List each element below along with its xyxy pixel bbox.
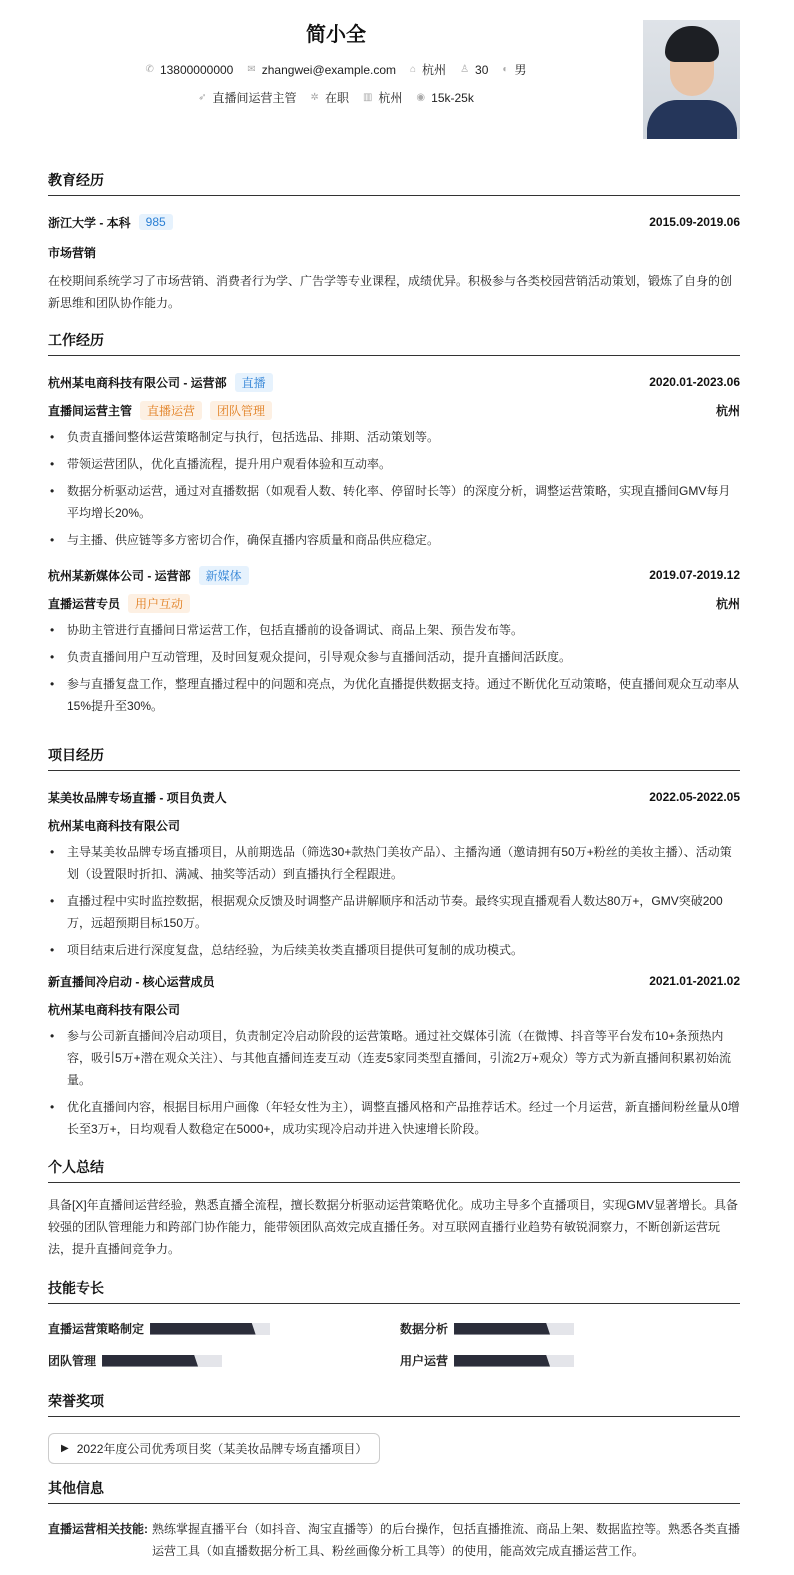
send-icon: ➶ (198, 92, 207, 103)
work-header (48, 565, 740, 585)
bullet-list (48, 1025, 740, 1140)
role-tag: 直播运营 (140, 401, 202, 420)
salary: 15k-25k (431, 90, 474, 105)
role-tag: 团队管理 (210, 401, 272, 420)
summary-section (48, 1157, 740, 1260)
bullet-list (48, 619, 740, 717)
skill-name: 用户运营 (400, 1354, 449, 1368)
work-item (48, 565, 740, 717)
other-label: 直播运营相关技能: (48, 1522, 148, 1536)
bullet: • 与主播、供应链等多方密切合作，确保直播内容质量和商品供应稳定。 (48, 529, 740, 551)
role-group (48, 594, 190, 613)
skill-item (400, 1320, 740, 1337)
date: 2022.05-2022.05 (649, 790, 740, 804)
bullet: • 优化直播间内容，根据目标用户画像（年轻女性为主），调整直播风格和产品推荐话术。经过一个月运营，新直播间粉丝量从0增长至3万+，日均观看人数稳定在5000+，成功实现冷启动并进入快速增长阶段。 (48, 1096, 740, 1140)
skill-item (48, 1320, 400, 1337)
summary-text: 具备[X]年直播间运营经验，熟悉直播全流程，擅长数据分析驱动运营策略优化。成功主导多个直播项目，实现GMV显著增长。具备较强的团队管理能力和跨部门协作能力，能带领团队高效完成直播任务。对互联网直播行业趋势有敏锐洞察力，不断创新运营玩法，提升直播间竞争力。 (48, 1198, 739, 1256)
education-desc: 在校期间系统学习了市场营销、消费者行为学、广告学等专业课程，成绩优异。积极参与各类校园营销活动策划，锻炼了自身的创新思维和团队协作能力。 (48, 274, 733, 310)
role-line (48, 400, 740, 420)
skill-bar (454, 1355, 574, 1367)
project-item (48, 971, 740, 1140)
bullet: • 项目结束后进行深度复盘，总结经验，为后续美妆类直播项目提供可复制的成功模式。 (48, 939, 740, 961)
company: 杭州某电商科技有限公司 - 运营部 (48, 375, 227, 390)
city: 杭州 (422, 63, 447, 77)
bullet: • 数据分析驱动运营，通过对直播数据（如观看人数、转化率、停留时长等）的深度分析，调整运营策略，实现直播间GMV每月平均增长20%。 (48, 480, 740, 524)
award-text: 2022年度公司优秀项目奖（某美妆品牌专场直播项目） (76, 1442, 368, 1456)
project-section (48, 745, 740, 1145)
awards-section (48, 1391, 740, 1464)
bullet: • 带领运营团队，优化直播流程，提升用户观看体验和互动率。 (48, 453, 740, 475)
skill-name: 团队管理 (48, 1354, 97, 1368)
phone: 13800000000 (159, 62, 234, 77)
section-title: 个人总结 (48, 1157, 740, 1183)
project-header (48, 971, 740, 991)
work-city: 杭州 (378, 91, 403, 105)
education-section (48, 170, 740, 314)
bullet: • 参与直播复盘工作，整理直播过程中的问题和亮点，为优化直播提供数据支持。通过不断优化互动策略，使直播间观众互动率从15%提升至30%。 (48, 673, 740, 717)
work-city: 杭州 (715, 403, 740, 418)
project-company: 杭州某电商科技有限公司 (48, 1002, 181, 1017)
major: 市场营销 (48, 245, 97, 260)
salary-icon: ◉ (416, 92, 426, 103)
section-title: 荣誉奖项 (48, 1391, 740, 1417)
project-name: 新直播间冷启动 - 核心运营成员 (48, 974, 215, 989)
skill-bar-fill (454, 1323, 550, 1335)
phone-icon: ✆ (145, 64, 154, 75)
section-title: 技能专长 (48, 1278, 740, 1304)
role-group (48, 401, 272, 420)
section-title: 教育经历 (48, 170, 740, 196)
status-icon: ✲ (310, 92, 319, 103)
date: 2019.07-2019.12 (649, 568, 740, 582)
gender-icon: ◐ (502, 64, 509, 75)
bullet: • 协助主管进行直播间日常运营工作，包括直播前的设备调试、商品上架、预告发布等。 (48, 619, 740, 641)
work-city: 杭州 (715, 596, 740, 611)
skill-name: 直播运营策略制定 (48, 1322, 145, 1336)
skill-item (400, 1352, 740, 1369)
skill-bar-fill (150, 1323, 256, 1335)
skill-bar-fill (454, 1355, 550, 1367)
profile-photo (643, 20, 740, 139)
work-header (48, 372, 740, 392)
bullet-list (48, 426, 740, 551)
contact-row (0, 61, 672, 78)
email: zhangwei@example.com (261, 62, 396, 77)
skill-bar (454, 1323, 574, 1335)
skill-bar (102, 1355, 222, 1367)
skill-bar-fill (102, 1355, 198, 1367)
age: 30 (475, 62, 489, 77)
other-section (48, 1478, 740, 1562)
project-item (48, 787, 740, 961)
date: 2021.01-2021.02 (649, 974, 740, 988)
date: 2015.09-2019.06 (649, 215, 740, 229)
other-text: 熟练掌握直播平台（如抖音、淘宝直播等）的后台操作，包括直播推流、商品上架、数据监控等。熟悉各类直播运营工具（如直播数据分析工具、粉丝画像分析工具等）的使用，能高效完成直播运营工作。 (152, 1522, 741, 1558)
resume-header (0, 0, 794, 150)
project-header (48, 787, 740, 807)
company-tag: 新媒体 (199, 566, 249, 585)
position: 直播间运营主管 (212, 91, 297, 105)
home-icon: ⌂ (410, 64, 417, 75)
work-company-group (48, 566, 249, 585)
project-name: 某美妆品牌专场直播 - 项目负责人 (48, 790, 227, 805)
bullet: • 主导某美妆品牌专场直播项目，从前期选品（筛选30+款热门美妆产品）、主播沟通（邀请拥有50万+粉丝的美妆主播）、活动策划（设置限时折扣、满减、抽奖等活动）到直播执行全程跟进。 (48, 841, 740, 885)
work-section (48, 330, 740, 722)
company-tag: 直播 (235, 373, 273, 392)
role: 直播间运营主管 (48, 403, 133, 418)
role: 直播运营专员 (48, 596, 121, 611)
triangle-right-icon: ▶ (61, 1443, 69, 1454)
skill-name: 数据分析 (400, 1322, 449, 1336)
bullet: • 负责直播间用户互动管理，及时回复观众提问，引导观众参与直播间活动，提升直播间活跃度。 (48, 646, 740, 668)
gender: 男 (514, 63, 527, 77)
school: 浙江大学 - 本科 (48, 215, 131, 230)
candidate-name: 简小全 (306, 24, 366, 46)
status: 在职 (324, 91, 349, 105)
award-item[interactable] (48, 1433, 380, 1464)
section-title: 其他信息 (48, 1478, 740, 1504)
school-tag: 985 (139, 214, 173, 230)
work-item (48, 372, 740, 551)
section-title: 工作经历 (48, 330, 740, 356)
skills-section (48, 1278, 740, 1369)
building-icon: ▥ (362, 92, 373, 103)
mail-icon: ✉ (247, 64, 256, 75)
bullet: • 直播过程中实时监控数据，根据观众反馈及时调整产品讲解顺序和活动节奏。最终实现直播观看人数达80万+，GMV突破200万，远超预期目标150万。 (48, 890, 740, 934)
project-company: 杭州某电商科技有限公司 (48, 818, 181, 833)
section-title: 项目经历 (48, 745, 740, 771)
skill-item (48, 1352, 400, 1369)
bullet-list (48, 841, 740, 961)
skill-bar (150, 1323, 270, 1335)
bullet: • 参与公司新直播间冷启动项目，负责制定冷启动阶段的运营策略。通过社交媒体引流（在微博、抖音等平台发布10+条预热内容，吸引5万+潜在观众关注）、与其他直播间连麦互动（连麦5家同类型直播间，引流2万+观众）等方式为新直播间积累初始流量。 (48, 1025, 740, 1091)
bullet: • 负责直播间整体运营策略制定与执行，包括选品、排期、活动策划等。 (48, 426, 740, 448)
role-line (48, 593, 740, 613)
work-company-group (48, 373, 273, 392)
role-tag: 用户互动 (128, 594, 190, 613)
project-company-line (48, 999, 740, 1019)
age-icon: ♙ (460, 64, 470, 75)
date: 2020.01-2023.06 (649, 375, 740, 389)
job-intent-row (0, 89, 672, 106)
company: 杭州某新媒体公司 - 运营部 (48, 568, 191, 583)
project-company-line (48, 815, 740, 835)
